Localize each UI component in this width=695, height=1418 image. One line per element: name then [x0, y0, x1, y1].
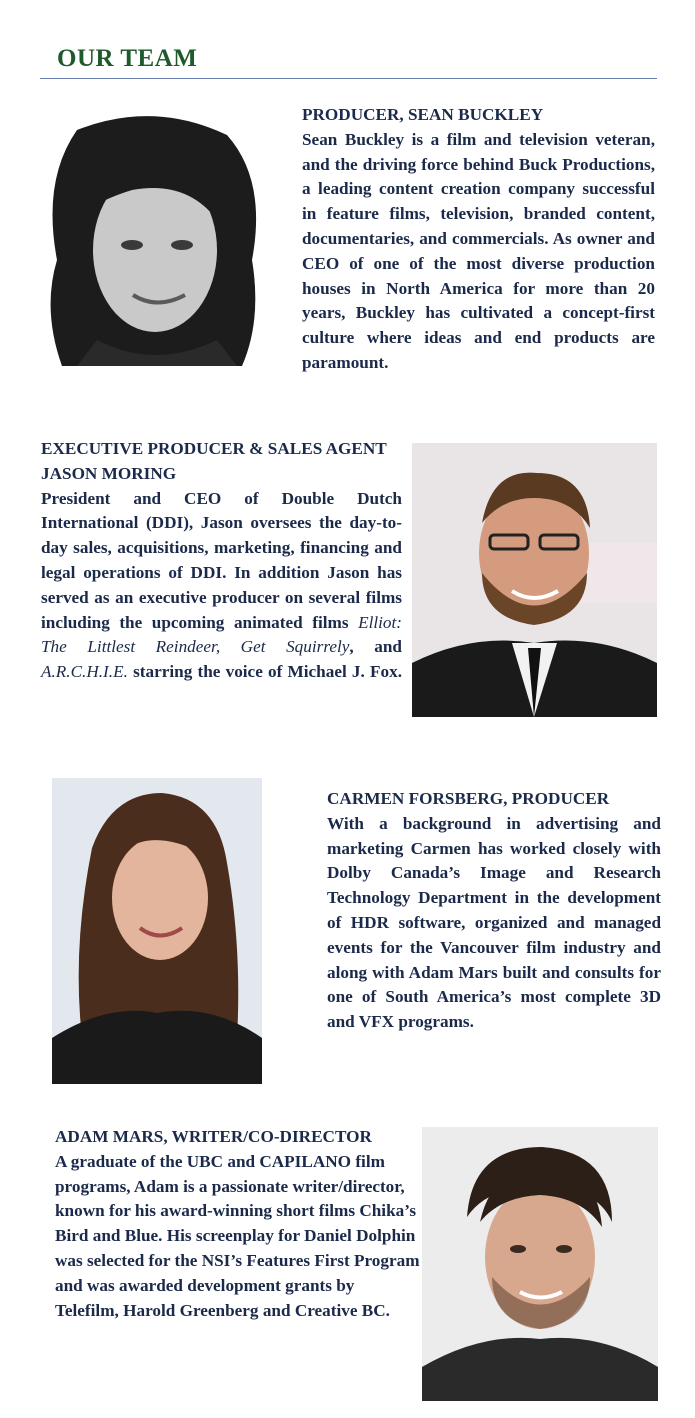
sean-buckley-text: Sean Buckley is a film and television veteran, and the driving force behind Buck Productions, a leading content creation company successful in feature films, television, branded content, documentaries, and commercials. As owner and CEO of one of the most diverse production houses in North America for more than 20 years, Buckley has cultivated a concept-first culture where ideas and end products are paramount.: [302, 129, 655, 372]
carmen-forsberg-role: CARMEN FORSBERG, PRODUCER: [327, 789, 610, 808]
film-and: , and: [349, 637, 402, 657]
page-title: OUR TEAM: [57, 45, 198, 72]
sean-buckley-bio: [302, 103, 655, 376]
jason-moring-bio: [41, 437, 402, 685]
jason-moring-name: JASON MORING: [41, 463, 177, 483]
adam-mars-role: ADAM MARS, WRITER/CO-DIRECTOR: [55, 1127, 372, 1146]
jason-moring-photo: [412, 443, 657, 717]
jason-moring-text-main: President and CEO of Double Dutch International (DDI), Jason oversees the day-to-day sales, acquisitions, marketing, financing and legal operations of DDI. In addition Jason has served as an executive producer on several films including the upcoming animated films: [41, 488, 402, 632]
carmen-forsberg-text: With a background in advertising and marketing Carmen has worked closely with Dolby Canada’s Image and Research Technology Department in the development of HDR software, organized and managed events for the Vancouver film industry and along with Adam Mars built and consults for one of South America’s most complete 3D and VFX programs.: [327, 813, 661, 1032]
sean-buckley-photo: [37, 110, 269, 366]
carmen-forsberg-photo: [52, 778, 262, 1084]
adam-mars-text: A graduate of the UBC and CAPILANO film programs, Adam is a passionate writer/director, known for his award-winning short films Chika’s Bird and Blue. His screenplay for Daniel Dolphin was selected for the NSI’s Features First Program and was awarded development grants by Telefilm, Harold Greenberg and Creative BC.: [55, 1151, 420, 1320]
title-divider: [40, 78, 657, 79]
carmen-forsberg-bio: [327, 787, 661, 1035]
jason-moring-text: [41, 487, 402, 685]
jason-moring-text-end: starring the voice of Michael J. Fox.: [133, 662, 402, 682]
jason-moring-role: EXECUTIVE PRODUCER & SALES AGENT: [41, 439, 387, 458]
sean-buckley-role: PRODUCER, SEAN BUCKLEY: [302, 105, 544, 124]
adam-mars-bio: [55, 1125, 420, 1323]
adam-mars-photo: [422, 1127, 658, 1401]
film-titles-1: Elliot: The Littlest Reindeer, Get Squirrely: [41, 612, 403, 657]
film-title-archie: A.R.C.H.I.E.: [41, 662, 128, 682]
